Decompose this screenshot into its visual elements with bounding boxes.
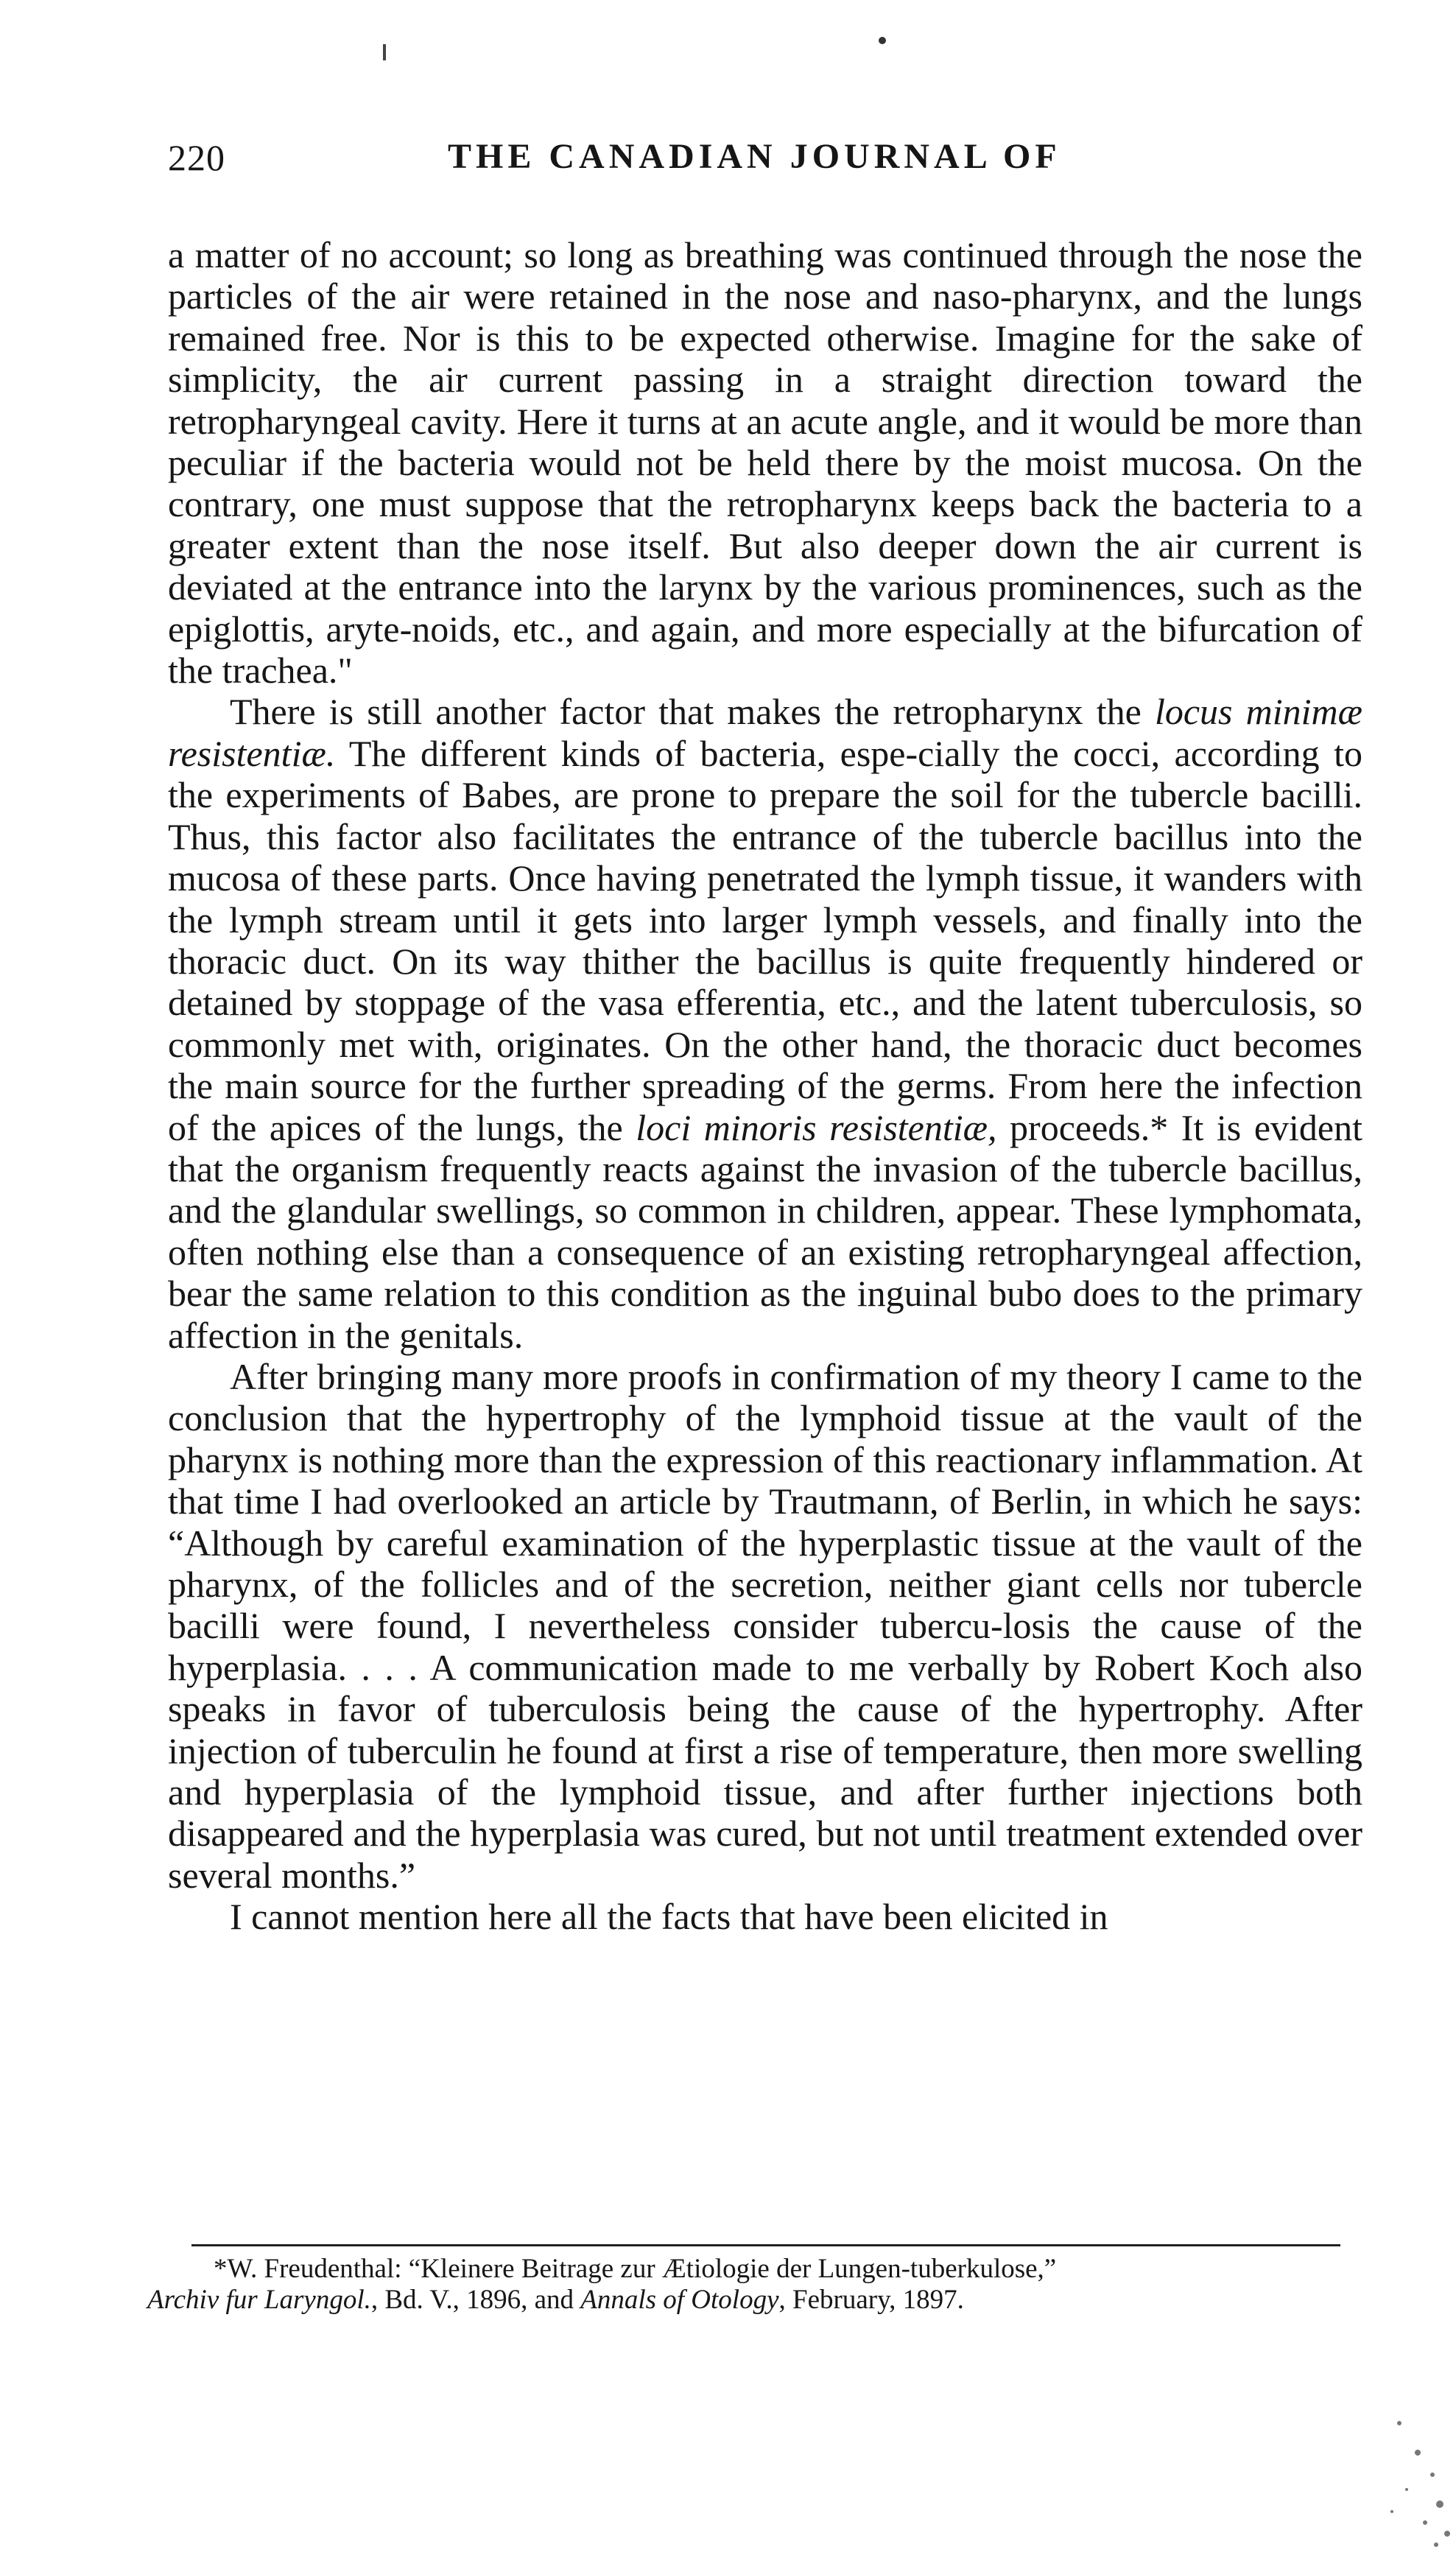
speck-top	[879, 37, 886, 44]
speck-mark	[383, 44, 386, 60]
footnote-journal: Archiv fur Laryngol.	[147, 2285, 371, 2315]
latin-term-loci: loci minoris resistentiæ,	[636, 1106, 997, 1148]
paragraph-2	[168, 691, 1362, 1356]
footnote-text-b: , Bd. V., 1896, and	[370, 2285, 581, 2315]
footnote-annals: Annals of Otology	[580, 2285, 779, 2315]
footnote	[147, 2254, 1362, 2316]
footnote-line-2	[147, 2285, 1362, 2316]
latin-term-locus: locus minimæ resistentiæ.	[168, 691, 1362, 774]
paragraph-4: I cannot mention here all the facts that have been elicited in	[230, 1896, 1108, 1938]
footnote-line-1: *W. Freudenthal: “Kleinere Beitrage zur Ætiologie der Lungen-tuberkulose,”	[214, 2254, 1057, 2284]
paragraph-2-text-c: proceeds.* It is evident that the organism frequently reacts against the invasion of the tubercle bacillus, and the glandular swellings, so common in children, appear. These lymphomata, often nothing else than a consequence of an existing retropharyngeal affection, bear the same relation to this condition as the inguinal bubo does to the primary affection in the genitals.	[168, 1106, 1362, 1356]
footnote-rule	[191, 2244, 1340, 2246]
page-header	[168, 136, 1362, 195]
page-number: 220	[168, 137, 225, 178]
running-head: THE CANADIAN JOURNAL OF	[448, 137, 1061, 176]
paragraph-3: After bringing many more proofs in confirmation of my theory I came to the conclusion that the hypertrophy of the lymphoid tissue at the vault of the pharynx is nothing more than the expression of this reactionary inflammation. At that time I had overlooked an article by Trautmann, of Berlin, in which he says: “Although by careful examination of the hyperplastic tissue at the vault of the pharynx, of the follicles and of the secretion, neither giant cells nor tubercle bacilli were found, I nevertheless consider tubercu-losis the cause of the hyperplasia. . . . A communication made to me verbally by Robert Koch also speaks in favor of tuberculosis being the cause of the hypertrophy. After injection of tuberculin he found at first a rise of temperature, then more swelling and hyperplasia of the lymphoid tissue, and after further injections both disappeared and the hyperplasia was cured, but not until treatment extended over several months.”	[168, 1355, 1362, 1896]
paragraph-2-text-b: The different kinds of bacteria, espe-cially the cocci, according to the experiments of Babes, are prone to prepare the soil for the tubercle bacilli. Thus, this factor also facilitates the entrance of the tubercle bacillus into the mucosa of these parts. Once having penetrated the lymph tissue, it wanders with the lymph stream until it gets into larger lymph vessels, and finally into the thoracic duct. On its way thither the bacillus is quite frequently hindered or detained by stoppage of the vasa efferentia, etc., and the latent tuberculosis, so commonly met with, originates. On the other hand, the thoracic duct becomes the main source for the further spreading of the germs. From here the infection of the apices of the lungs, the	[168, 732, 1362, 1148]
corner-specks	[1390, 2421, 1450, 2547]
body-text	[168, 234, 1362, 1938]
footnote-text-c: , February, 1897.	[778, 2285, 964, 2315]
paragraph-2-text-a: There is still another factor that makes the retropharynx the	[230, 691, 1155, 733]
paragraph-1: a matter of no account; so long as breathing was continued through the nose the particles of the air were retained in the nose and naso-pharynx, and the lungs remained free. Nor is this to be expected otherwise. Imagine for the sake of simplicity, the air current passing in a straight direction toward the retropharyngeal cavity. Here it turns at an acute angle, and it would be more than peculiar if the bacteria would not be held there by the moist mucosa. On the contrary, one must suppose that the retropharynx keeps back the bacteria to a greater extent than the nose itself. But also deeper down the air current is deviated at the entrance into the larynx by the various prominences, such as the epiglottis, aryte-noids, etc., and again, and more especially at the bifurcation of the trachea."	[168, 234, 1362, 692]
